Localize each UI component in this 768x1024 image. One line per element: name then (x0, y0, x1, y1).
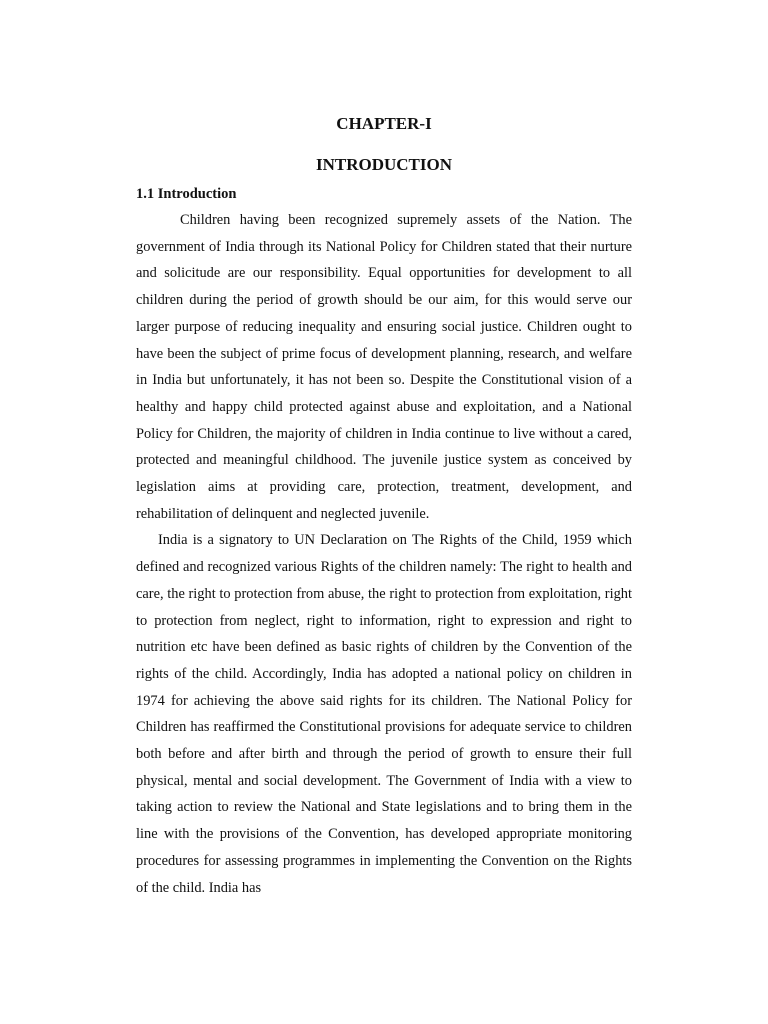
subsection-heading: 1.1 Introduction (136, 186, 237, 202)
body-text (136, 207, 632, 901)
paragraph-2: India is a signatory to UN Declaration on The Rights of the Child, 1959 which defined and recognized various Rights of the children namely: The right to health and care, the right to protection from abuse, the right to protection from exploitation, right to protection from neglect, right to information, right to expression and right to nutrition etc have been defined as basic rights of children by the Convention of the rights of the child. Accordingly, India has adopted a national policy on children in 1974 for achieving the above said rights for its children. The National Policy for Children has reaffirmed the Constitutional provisions for adequate service to children both before and after birth and through the period of growth to ensure their full physical, mental and social development. The Government of India with a view to taking action to review the National and State legislations and to bring them in the line with the provisions of the Convention, has developed appropriate monitoring procedures for assessing programmes in implementing the Convention on the Rights of the child. India has (136, 532, 632, 896)
chapter-title: CHAPTER-I (336, 114, 432, 133)
section-title: INTRODUCTION (315, 155, 453, 174)
paragraph-1: Children having been recognized supremely assets of the Nation. The government of India through its National Policy for Children stated that their nurture and solicitude are our responsibility. Equal opportunities for development to all children during the period of growth should be our aim, for this would serve our larger purpose of reducing inequality and ensuring social justice. Children ought to have been the subject of prime focus of development planning, research, and welfare in India but unfortunately, it has not been so. Despite the Constitutional vision of a healthy and happy child protected against abuse and exploitation, and a National Policy for Children, the majority of children in India continue to live without a cared, protected and meaningful childhood. The juvenile justice system as conceived by legislation aims at providing care, protection, treatment, development, and rehabilitation of delinquent and neglected juvenile. (136, 212, 632, 522)
